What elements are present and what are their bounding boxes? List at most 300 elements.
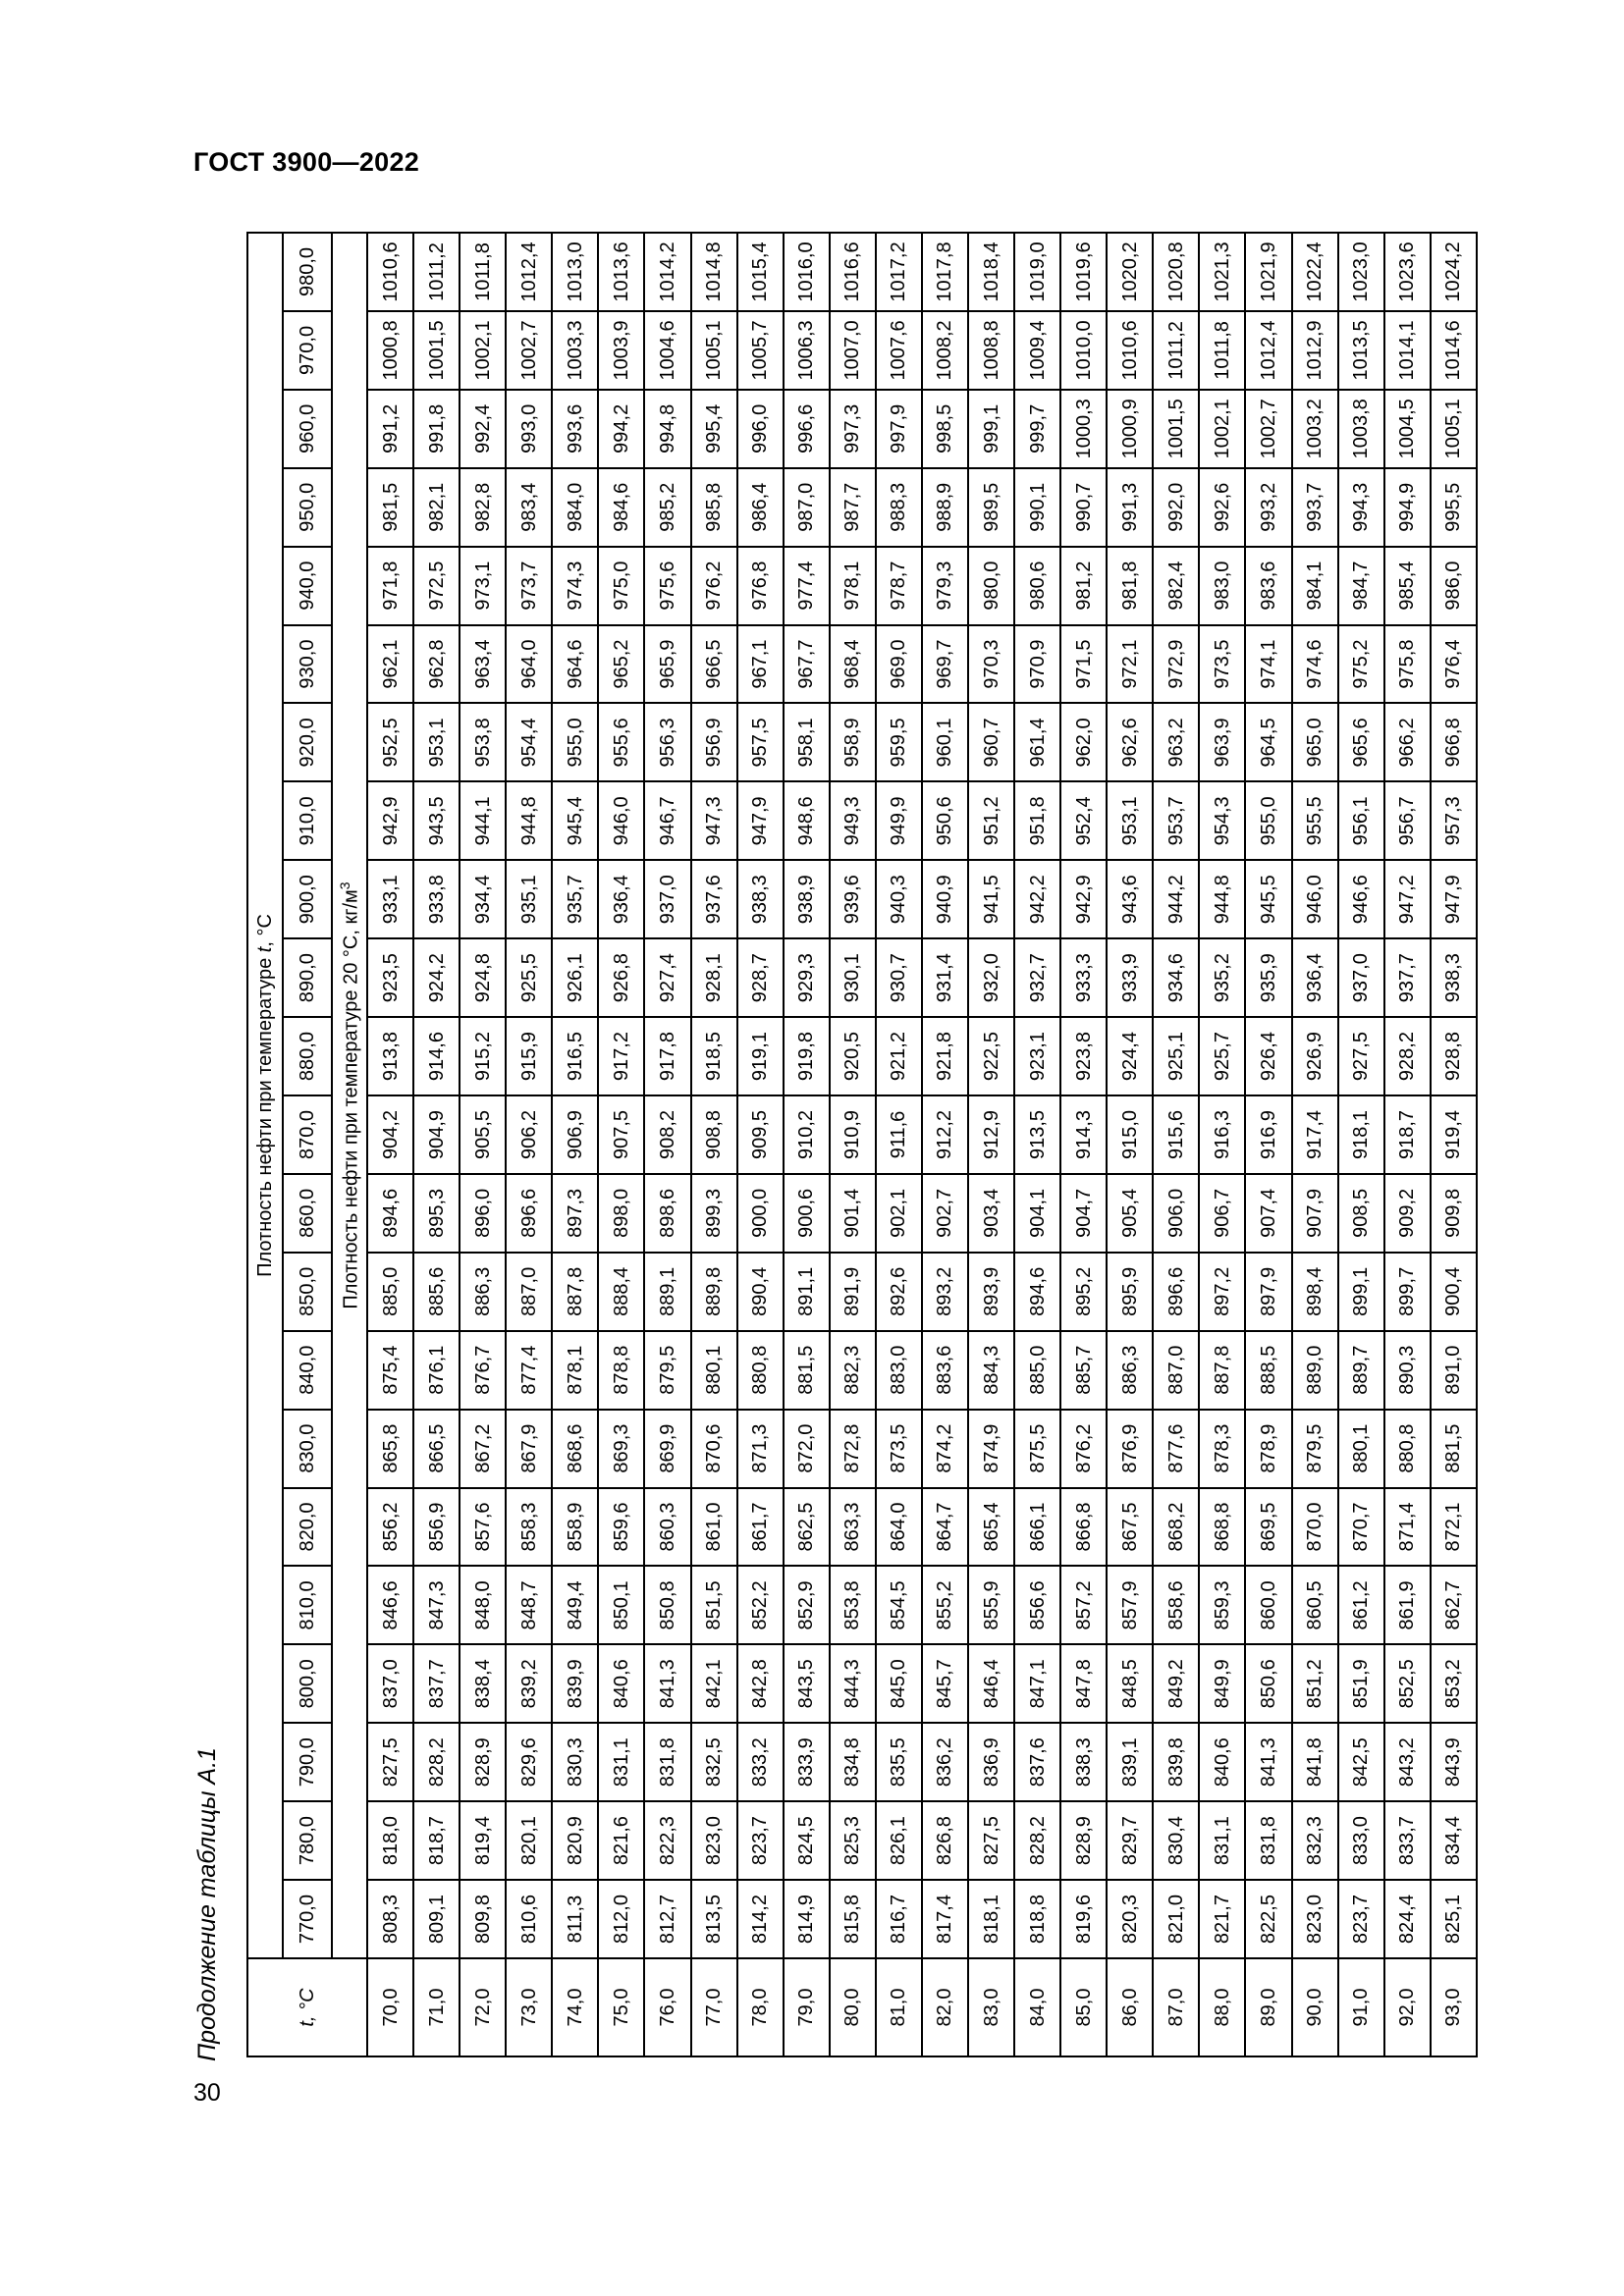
density-cell: 1019,0 <box>1014 233 1060 311</box>
density-cell: 915,2 <box>460 1017 506 1095</box>
density-cell: 842,1 <box>691 1644 737 1723</box>
density-cell: 919,8 <box>784 1017 830 1095</box>
temperature-cell: 92,0 <box>1384 1958 1431 2056</box>
column-header: 920,0 <box>283 704 332 782</box>
density-cell: 1000,3 <box>1060 390 1107 468</box>
density-cell: 1011,8 <box>460 233 506 311</box>
density-cell: 859,6 <box>598 1488 644 1567</box>
density-cell: 915,6 <box>1153 1095 1199 1174</box>
density-cell: 849,4 <box>552 1566 598 1644</box>
density-cell: 937,0 <box>644 860 690 938</box>
density-cell: 983,0 <box>1199 547 1245 625</box>
column-header: 950,0 <box>283 468 332 547</box>
temperature-cell: 72,0 <box>460 1958 506 2056</box>
density-cell: 931,4 <box>922 938 968 1017</box>
density-cell: 827,5 <box>968 1801 1014 1880</box>
density-cell: 808,3 <box>367 1880 413 1958</box>
density-cell: 937,7 <box>1384 938 1431 1017</box>
density-cell: 991,8 <box>413 390 460 468</box>
density-cell: 916,9 <box>1245 1095 1291 1174</box>
density-cell: 966,2 <box>1384 704 1431 782</box>
density-cell: 954,4 <box>506 704 552 782</box>
density-cell: 809,1 <box>413 1880 460 1958</box>
density-cell: 877,4 <box>506 1331 552 1410</box>
density-cell: 946,0 <box>1292 860 1338 938</box>
temperature-cell: 81,0 <box>876 1958 922 2056</box>
density-cell: 1022,4 <box>1292 233 1338 311</box>
density-cell: 999,1 <box>968 390 1014 468</box>
top-header-density-at-t <box>247 233 283 1958</box>
density-cell: 1013,0 <box>552 233 598 311</box>
density-cell: 870,7 <box>1338 1488 1384 1567</box>
density-cell: 926,1 <box>552 938 598 1017</box>
density-cell: 1010,0 <box>1060 311 1107 390</box>
density-cell: 982,4 <box>1153 547 1199 625</box>
density-cell: 890,4 <box>737 1253 784 1331</box>
column-header: 830,0 <box>283 1410 332 1488</box>
density-cell: 889,7 <box>1338 1331 1384 1410</box>
density-cell: 823,0 <box>691 1801 737 1880</box>
density-cell: 955,6 <box>598 704 644 782</box>
density-cell: 814,9 <box>784 1880 830 1958</box>
density-cell: 932,7 <box>1014 938 1060 1017</box>
density-cell: 876,7 <box>460 1331 506 1410</box>
density-cell: 981,5 <box>367 468 413 547</box>
temperature-cell: 75,0 <box>598 1958 644 2056</box>
density-cell: 1007,0 <box>830 311 876 390</box>
density-cell: 951,2 <box>968 781 1014 860</box>
density-cell: 912,2 <box>922 1095 968 1174</box>
density-cell: 831,8 <box>644 1723 690 1801</box>
density-cell: 834,4 <box>1431 1801 1477 1880</box>
density-cell: 935,7 <box>552 860 598 938</box>
density-cell: 1007,6 <box>876 311 922 390</box>
density-cell: 1023,6 <box>1384 233 1431 311</box>
density-cell: 848,5 <box>1107 1644 1153 1723</box>
density-cell: 945,4 <box>552 781 598 860</box>
density-cell: 1005,1 <box>691 311 737 390</box>
density-cell: 950,6 <box>922 781 968 860</box>
density-cell: 923,1 <box>1014 1017 1060 1095</box>
density-cell: 906,7 <box>1199 1174 1245 1253</box>
density-cell: 866,8 <box>1060 1488 1107 1567</box>
density-cell: 947,2 <box>1384 860 1431 938</box>
density-cell: 832,3 <box>1292 1801 1338 1880</box>
density-cell: 1014,8 <box>691 233 737 311</box>
density-cell: 953,8 <box>460 704 506 782</box>
table-row <box>1153 233 1199 2056</box>
table-row <box>552 233 598 2056</box>
density-cell: 850,1 <box>598 1566 644 1644</box>
density-cell: 928,8 <box>1431 1017 1477 1095</box>
density-cell: 1010,6 <box>367 233 413 311</box>
density-cell: 899,1 <box>1338 1253 1384 1331</box>
density-cell: 861,7 <box>737 1488 784 1567</box>
table-row <box>413 233 460 2056</box>
density-cell: 851,5 <box>691 1566 737 1644</box>
density-cell: 956,9 <box>691 704 737 782</box>
density-cell: 812,0 <box>598 1880 644 1958</box>
density-cell: 974,3 <box>552 547 598 625</box>
density-cell: 909,5 <box>737 1095 784 1174</box>
density-cell: 911,6 <box>876 1095 922 1174</box>
density-cell: 996,0 <box>737 390 784 468</box>
density-cell: 973,5 <box>1199 625 1245 704</box>
density-cell: 886,3 <box>460 1253 506 1331</box>
density-cell: 975,6 <box>644 547 690 625</box>
density-cell: 829,7 <box>1107 1801 1153 1880</box>
density-cell: 874,2 <box>922 1410 968 1488</box>
density-cell: 885,0 <box>1014 1331 1060 1410</box>
density-cell: 976,4 <box>1431 625 1477 704</box>
column-header: 850,0 <box>283 1253 332 1331</box>
density-cell: 878,3 <box>1199 1410 1245 1488</box>
density-cell: 878,9 <box>1245 1410 1291 1488</box>
column-header: 980,0 <box>283 233 332 311</box>
density-cell: 815,8 <box>830 1880 876 1958</box>
density-cell: 936,4 <box>1292 938 1338 1017</box>
density-cell: 970,3 <box>968 625 1014 704</box>
density-cell: 997,9 <box>876 390 922 468</box>
density-cell: 904,2 <box>367 1095 413 1174</box>
density-cell: 893,9 <box>968 1253 1014 1331</box>
top-header-prefix: Плотность нефти при температуре <box>254 952 276 1277</box>
density-cell: 858,9 <box>552 1488 598 1567</box>
density-cell: 927,4 <box>644 938 690 1017</box>
density-cell: 1016,6 <box>830 233 876 311</box>
density-cell: 882,3 <box>830 1331 876 1410</box>
density-cell: 846,6 <box>367 1566 413 1644</box>
density-cell: 841,3 <box>644 1644 690 1723</box>
density-cell: 880,8 <box>737 1331 784 1410</box>
column-header: 860,0 <box>283 1174 332 1253</box>
temperature-cell: 83,0 <box>968 1958 1014 2056</box>
density-cell: 978,1 <box>830 547 876 625</box>
density-cell: 853,2 <box>1431 1644 1477 1723</box>
density-cell: 811,3 <box>552 1880 598 1958</box>
density-cell: 934,6 <box>1153 938 1199 1017</box>
table-row <box>784 233 830 2056</box>
density-cell: 816,7 <box>876 1880 922 1958</box>
density-cell: 1003,8 <box>1338 390 1384 468</box>
temperature-cell: 71,0 <box>413 1958 460 2056</box>
density-cell: 914,3 <box>1060 1095 1107 1174</box>
density-cell: 952,4 <box>1060 781 1107 860</box>
density-cell: 937,6 <box>691 860 737 938</box>
density-cell: 935,1 <box>506 860 552 938</box>
density-cell: 994,8 <box>644 390 690 468</box>
column-header: 780,0 <box>283 1801 332 1880</box>
density-cell: 980,6 <box>1014 547 1060 625</box>
temperature-cell: 73,0 <box>506 1958 552 2056</box>
column-header: 960,0 <box>283 390 332 468</box>
density-cell: 985,4 <box>1384 547 1431 625</box>
density-cell: 913,5 <box>1014 1095 1060 1174</box>
table-row <box>644 233 690 2056</box>
density-cell: 898,6 <box>644 1174 690 1253</box>
temperature-cell: 82,0 <box>922 1958 968 2056</box>
density-cell: 871,3 <box>737 1410 784 1488</box>
density-cell: 925,1 <box>1153 1017 1199 1095</box>
density-cell: 983,4 <box>506 468 552 547</box>
density-cell: 840,6 <box>598 1644 644 1723</box>
density-cell: 909,2 <box>1384 1174 1431 1253</box>
density-cell: 900,0 <box>737 1174 784 1253</box>
density-cell: 915,0 <box>1107 1095 1153 1174</box>
density-cell: 1012,4 <box>506 233 552 311</box>
density-cell: 965,2 <box>598 625 644 704</box>
density-cell: 914,6 <box>413 1017 460 1095</box>
density-cell: 876,2 <box>1060 1410 1107 1488</box>
density-cell: 955,0 <box>1245 781 1291 860</box>
density-cell: 821,6 <box>598 1801 644 1880</box>
density-cell: 993,6 <box>552 390 598 468</box>
density-cell: 949,3 <box>830 781 876 860</box>
temperature-cell: 87,0 <box>1153 1958 1199 2056</box>
table-row <box>367 233 413 2056</box>
density-cell: 862,5 <box>784 1488 830 1567</box>
density-cell: 889,8 <box>691 1253 737 1331</box>
density-cell: 934,4 <box>460 860 506 938</box>
density-cell: 875,4 <box>367 1331 413 1410</box>
density-cell: 1011,8 <box>1199 311 1245 390</box>
table-row <box>1107 233 1153 2056</box>
density-cell: 994,9 <box>1384 468 1431 547</box>
density-cell: 899,3 <box>691 1174 737 1253</box>
density-cell: 849,9 <box>1199 1644 1245 1723</box>
density-cell: 868,2 <box>1153 1488 1199 1567</box>
density-cell: 984,0 <box>552 468 598 547</box>
column-header: 770,0 <box>283 1880 332 1958</box>
temperature-cell: 89,0 <box>1245 1958 1291 2056</box>
density-cell: 841,3 <box>1245 1723 1291 1801</box>
density-cell: 905,4 <box>1107 1174 1153 1253</box>
density-cell: 967,7 <box>784 625 830 704</box>
density-cell: 991,2 <box>367 390 413 468</box>
density-cell: 885,7 <box>1060 1331 1107 1410</box>
density-cell: 896,0 <box>460 1174 506 1253</box>
temperature-cell: 88,0 <box>1199 1958 1245 2056</box>
density-cell: 842,8 <box>737 1644 784 1723</box>
density-cell: 926,9 <box>1292 1017 1338 1095</box>
density-cell: 928,7 <box>737 938 784 1017</box>
density-cell: 821,0 <box>1153 1880 1199 1958</box>
density-cell: 908,5 <box>1338 1174 1384 1253</box>
density-cell: 924,8 <box>460 938 506 1017</box>
density-cell: 1003,3 <box>552 311 598 390</box>
density-cell: 820,3 <box>1107 1880 1153 1958</box>
density-cell: 840,6 <box>1199 1723 1245 1801</box>
density-cell: 886,3 <box>1107 1331 1153 1410</box>
density-cell: 918,1 <box>1338 1095 1384 1174</box>
density-cell: 996,6 <box>784 390 830 468</box>
density-cell: 1002,7 <box>506 311 552 390</box>
density-cell: 837,6 <box>1014 1723 1060 1801</box>
density-cell: 1021,9 <box>1245 233 1291 311</box>
density-cell: 857,2 <box>1060 1566 1107 1644</box>
density-cell: 831,1 <box>598 1723 644 1801</box>
density-cell: 895,2 <box>1060 1253 1107 1331</box>
density-cell: 823,0 <box>1292 1880 1338 1958</box>
density-cell: 894,6 <box>1014 1253 1060 1331</box>
density-cell: 992,6 <box>1199 468 1245 547</box>
density-cell: 899,7 <box>1384 1253 1431 1331</box>
density-cell: 965,6 <box>1338 704 1384 782</box>
column-header: 940,0 <box>283 547 332 625</box>
density-cell: 917,4 <box>1292 1095 1338 1174</box>
density-cell: 873,5 <box>876 1410 922 1488</box>
density-cell: 933,9 <box>1107 938 1153 1017</box>
column-header: 970,0 <box>283 311 332 390</box>
density-cell: 905,5 <box>460 1095 506 1174</box>
table-row <box>506 233 552 2056</box>
density-cell: 877,6 <box>1153 1410 1199 1488</box>
density-cell: 947,9 <box>737 781 784 860</box>
density-cell: 986,4 <box>737 468 784 547</box>
table-row <box>1292 233 1338 2056</box>
density-cell: 981,2 <box>1060 547 1107 625</box>
density-cell: 1000,8 <box>367 311 413 390</box>
density-cell: 1024,2 <box>1431 233 1477 311</box>
density-cell: 923,8 <box>1060 1017 1107 1095</box>
density-cell: 916,3 <box>1199 1095 1245 1174</box>
document-header: ГОСТ 3900—2022 <box>193 147 420 177</box>
density-cell: 969,0 <box>876 625 922 704</box>
density-cell: 857,6 <box>460 1488 506 1567</box>
density-cell: 962,0 <box>1060 704 1107 782</box>
density-cell: 1003,9 <box>598 311 644 390</box>
density-cell: 846,4 <box>968 1644 1014 1723</box>
density-cell: 836,2 <box>922 1723 968 1801</box>
density-cell: 887,0 <box>1153 1331 1199 1410</box>
density-cell: 915,9 <box>506 1017 552 1095</box>
density-cell: 972,1 <box>1107 625 1153 704</box>
density-cell: 999,7 <box>1014 390 1060 468</box>
density-cell: 824,4 <box>1384 1880 1431 1958</box>
density-cell: 878,1 <box>552 1331 598 1410</box>
density-cell: 980,0 <box>968 547 1014 625</box>
density-cell: 993,7 <box>1292 468 1338 547</box>
density-cell: 839,9 <box>552 1644 598 1723</box>
density-cell: 1021,3 <box>1199 233 1245 311</box>
temperature-cell: 91,0 <box>1338 1958 1384 2056</box>
top-header-suffix: , °C <box>254 914 276 947</box>
table-rotated-container <box>246 232 1478 2057</box>
density-cell: 977,4 <box>784 547 830 625</box>
density-cell: 892,6 <box>876 1253 922 1331</box>
density-cell: 897,2 <box>1199 1253 1245 1331</box>
density-cell: 885,6 <box>413 1253 460 1331</box>
density-cell: 857,9 <box>1107 1566 1153 1644</box>
density-cell: 970,9 <box>1014 625 1060 704</box>
density-cell: 867,2 <box>460 1410 506 1488</box>
density-cell: 900,4 <box>1431 1253 1477 1331</box>
density-cell: 854,5 <box>876 1566 922 1644</box>
table-row <box>830 233 876 2056</box>
density-cell: 866,1 <box>1014 1488 1060 1567</box>
density-cell: 984,7 <box>1338 547 1384 625</box>
density-cell: 843,2 <box>1384 1723 1431 1801</box>
density-cell: 972,9 <box>1153 625 1199 704</box>
density-cell: 845,0 <box>876 1644 922 1723</box>
density-cell: 939,6 <box>830 860 876 938</box>
density-cell: 969,7 <box>922 625 968 704</box>
density-cell: 982,1 <box>413 468 460 547</box>
density-cell: 975,0 <box>598 547 644 625</box>
density-cell: 907,5 <box>598 1095 644 1174</box>
density-cell: 927,5 <box>1338 1017 1384 1095</box>
density-cell: 947,3 <box>691 781 737 860</box>
density-cell: 953,1 <box>1107 781 1153 860</box>
density-cell: 868,8 <box>1199 1488 1245 1567</box>
density-cell: 973,7 <box>506 547 552 625</box>
density-cell: 818,7 <box>413 1801 460 1880</box>
temperature-cell: 80,0 <box>830 1958 876 2056</box>
density-cell: 1016,0 <box>784 233 830 311</box>
density-cell: 881,5 <box>1431 1410 1477 1488</box>
density-cell: 1014,1 <box>1384 311 1431 390</box>
density-cell: 833,0 <box>1338 1801 1384 1880</box>
density-cell: 988,9 <box>922 468 968 547</box>
density-cell: 944,1 <box>460 781 506 860</box>
density-cell: 947,9 <box>1431 860 1477 938</box>
density-cell: 966,8 <box>1431 704 1477 782</box>
density-cell: 855,2 <box>922 1566 968 1644</box>
density-cell: 890,3 <box>1384 1331 1431 1410</box>
density-cell: 904,1 <box>1014 1174 1060 1253</box>
density-cell: 891,9 <box>830 1253 876 1331</box>
density-cell: 833,7 <box>1384 1801 1431 1880</box>
column-header: 890,0 <box>283 938 332 1017</box>
density-cell: 888,4 <box>598 1253 644 1331</box>
density-cell: 993,0 <box>506 390 552 468</box>
density-cell: 829,6 <box>506 1723 552 1801</box>
density-cell: 825,1 <box>1431 1880 1477 1958</box>
density-cell: 929,3 <box>784 938 830 1017</box>
density-cell: 940,3 <box>876 860 922 938</box>
density-cell: 826,1 <box>876 1801 922 1880</box>
top-header-variable: t <box>254 946 276 953</box>
density-cell: 1004,6 <box>644 311 690 390</box>
density-cell: 942,2 <box>1014 860 1060 938</box>
density-cell: 858,6 <box>1153 1566 1199 1644</box>
column-header: 910,0 <box>283 781 332 860</box>
density-cell: 889,0 <box>1292 1331 1338 1410</box>
density-cell: 847,1 <box>1014 1644 1060 1723</box>
density-cell: 872,8 <box>830 1410 876 1488</box>
table-row <box>1245 233 1291 2056</box>
column-header: 820,0 <box>283 1488 332 1567</box>
density-cell: 1005,1 <box>1431 390 1477 468</box>
density-cell: 828,2 <box>413 1723 460 1801</box>
density-cell: 990,1 <box>1014 468 1060 547</box>
density-cell: 1011,2 <box>413 233 460 311</box>
density-cell: 989,5 <box>968 468 1014 547</box>
density-cell: 921,8 <box>922 1017 968 1095</box>
density-cell: 958,9 <box>830 704 876 782</box>
density-cell: 871,4 <box>1384 1488 1431 1567</box>
density-cell: 938,3 <box>737 860 784 938</box>
table-row <box>1431 233 1477 2056</box>
density-cell: 917,2 <box>598 1017 644 1095</box>
density-cell: 907,9 <box>1292 1174 1338 1253</box>
density-cell: 928,2 <box>1384 1017 1431 1095</box>
density-cell: 823,7 <box>1338 1880 1384 1958</box>
density-cell: 944,8 <box>506 781 552 860</box>
density-cell: 962,8 <box>413 625 460 704</box>
density-cell: 820,1 <box>506 1801 552 1880</box>
density-cell: 872,0 <box>784 1410 830 1488</box>
